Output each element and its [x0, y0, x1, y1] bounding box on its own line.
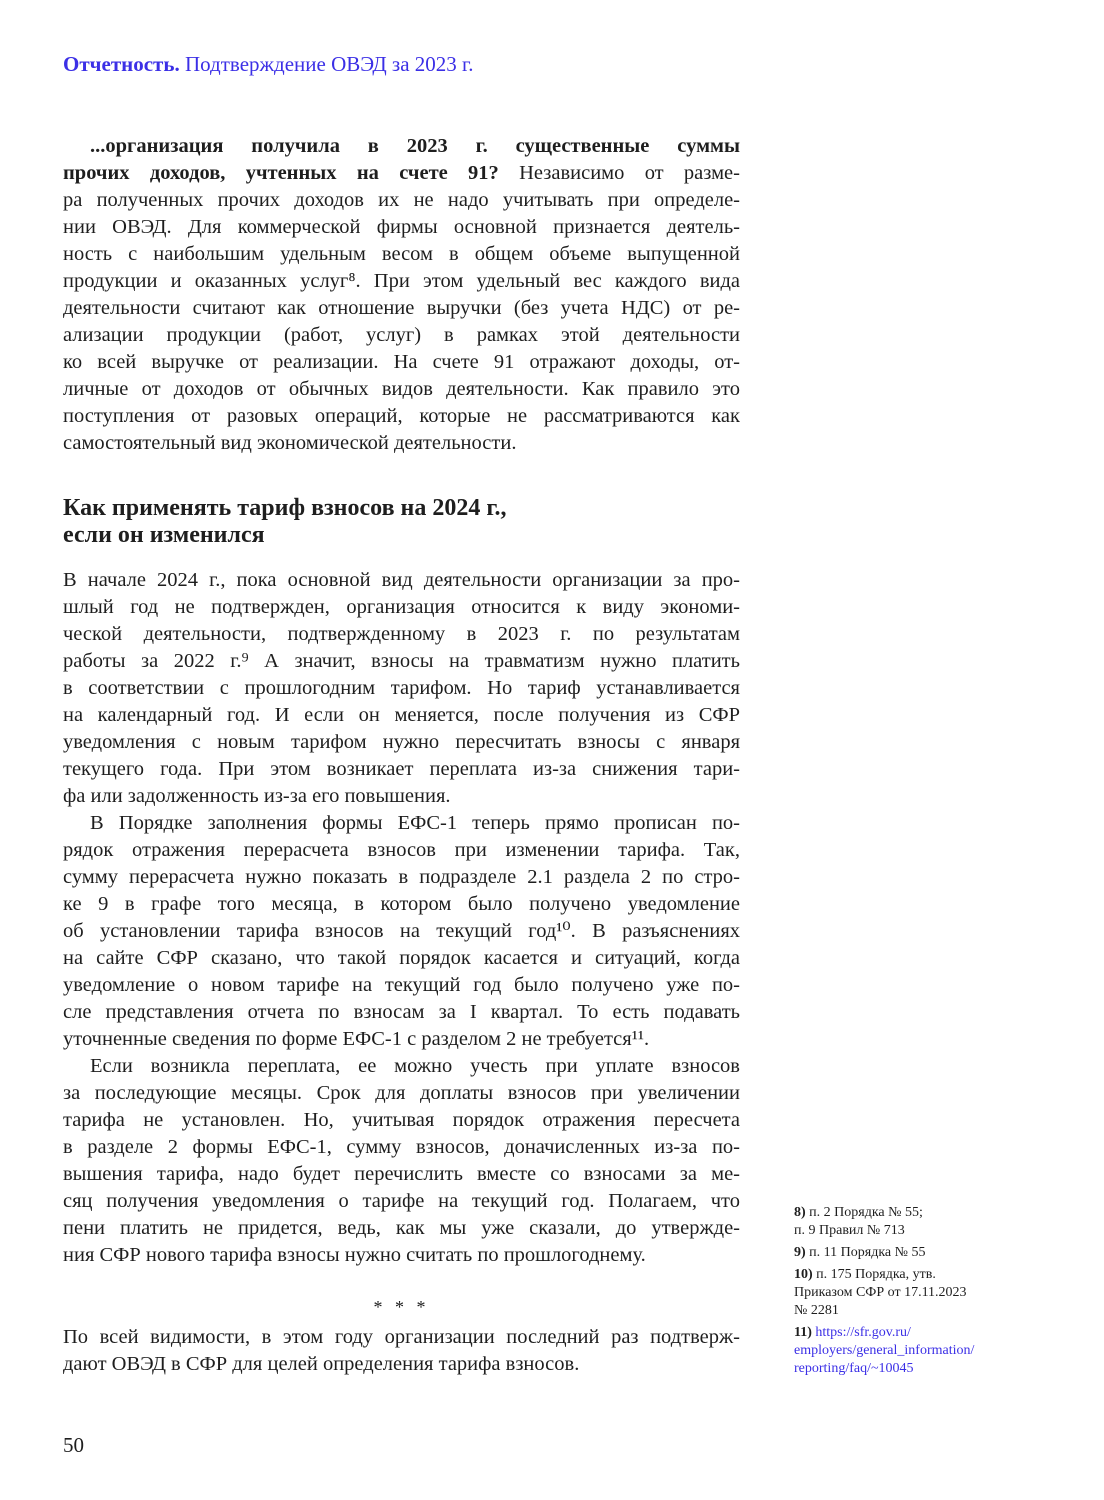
text-line: об установлении тарифа взносов на текущий год¹⁰. В разъяснениях: [63, 920, 740, 942]
body-text: [63, 567, 740, 1269]
text-run: Независимо от разме-: [498, 162, 740, 184]
text-line: в соответствии с прошлогодним тарифом. Но тариф устанавливается: [63, 677, 740, 699]
section-heading-line: если он изменился: [63, 522, 265, 548]
text-line: [63, 133, 740, 160]
footnote-line: п. 11 Порядка № 55: [809, 1245, 926, 1260]
footnote-line: Приказом СФР от 17.11.2023: [794, 1285, 967, 1300]
footnote: [794, 1204, 1034, 1240]
bold-lead: ...организация получила в 2023 г. существенные суммы: [90, 135, 740, 157]
text-line: тарифа не установлен. Но, учитывая порядок отражения пересчета: [63, 1109, 740, 1131]
text-line: В начале 2024 г., пока основной вид деятельности организации за про-: [63, 569, 740, 591]
text-line: работы за 2022 г.⁹ А значит, взносы на травматизм нужно платить: [63, 650, 740, 672]
footnote: [794, 1266, 1034, 1320]
bold-lead: прочих доходов, учтенных на счете 91?: [63, 162, 499, 184]
text-line: дают ОВЭД в СФР для целей определения тарифа взносов.: [63, 1353, 580, 1375]
separator: * * *: [373, 1297, 430, 1317]
paragraph: [63, 1053, 740, 1269]
footnote-line: employers/general_information/: [794, 1343, 975, 1358]
text-line: ческой деятельности, подтвержденному в 2023 г. по результатам: [63, 623, 740, 645]
footnote-number: 8): [794, 1205, 806, 1220]
text-line: пени платить не придется, ведь, как мы уже сказали, до утвержде-: [63, 1217, 740, 1239]
text-line: [63, 160, 740, 187]
text-line: ко всей выручке от реализации. На счете 91 отражают доходы, от-: [63, 351, 740, 373]
footnote-link[interactable]: [794, 1325, 974, 1376]
text-line: личные от доходов от обычных видов деятельности. Как правило это: [63, 378, 740, 400]
footnote-text: [794, 1267, 967, 1318]
text-line: вышения тарифа, надо будет перечислить вместе со взносами за ме-: [63, 1163, 740, 1185]
text-line: В Порядке заполнения формы ЕФС-1 теперь прямо прописан по-: [90, 812, 740, 834]
text-line: уведомления с новым тарифом нужно пересчитать взносы с января: [63, 731, 740, 753]
text-line: ра полученных прочих доходов их не надо учитывать при определе-: [63, 189, 740, 211]
text-line: сумму перерасчета нужно показать в подразделе 2.1 раздела 2 по стро-: [63, 866, 740, 888]
closing-paragraph: [63, 1324, 740, 1378]
text-line: ность с наибольшим удельным весом в общем объеме выпущенной: [63, 243, 740, 265]
footnote-line: п. 9 Правил № 713: [794, 1223, 905, 1238]
text-line: нии ОВЭД. Для коммерческой фирмы основной признается деятель-: [63, 216, 740, 238]
text-line: уведомление о новом тарифе на текущий год было получено уже по-: [63, 974, 740, 996]
footnote-number: 10): [794, 1267, 813, 1282]
text-line: за последующие месяцы. Срок для доплаты взносов при увеличении: [63, 1082, 740, 1104]
footnote-line: reporting/faq/~10045: [794, 1361, 914, 1376]
text-line: поступления от разовых операций, которые не рассматриваются как: [63, 405, 740, 427]
text-line: текущего года. При этом возникает переплата из-за снижения тари-: [63, 758, 740, 780]
footnotes: [794, 1204, 1034, 1382]
page-number: 50: [63, 1433, 84, 1457]
text-line: Если возникла переплата, ее можно учесть при уплате взносов: [90, 1055, 740, 1077]
text-line: По всей видимости, в этом году организации последний раз подтверж-: [63, 1326, 740, 1348]
section-heading-line: Как применять тариф взносов на 2024 г.,: [63, 495, 507, 521]
paragraph: [63, 810, 740, 1053]
text-line: сяц получения уведомления о тарифе на текущий год. Полагаем, что: [63, 1190, 740, 1212]
footnote-text: [809, 1245, 925, 1260]
footnote: [794, 1324, 1034, 1378]
text-line: ализации продукции (работ, услуг) в рамках этой деятельности: [63, 324, 740, 346]
paragraph: [63, 567, 740, 810]
section-heading: [63, 495, 507, 549]
footnote: [794, 1244, 1034, 1262]
text-line: шлый год не подтвержден, организация относится к виду экономи-: [63, 596, 740, 618]
text-line: рядок отражения перерасчета взносов при изменении тарифа. Так,: [63, 839, 740, 861]
text-line: фа или задолженность из-за его повышения.: [63, 785, 451, 807]
intro-paragraph: [63, 133, 740, 457]
text-line: ния СФР нового тарифа взносы нужно считать по прошлогоднему.: [63, 1244, 646, 1266]
text-line: деятельности считают как отношение выручки (без учета НДС) от ре-: [63, 297, 740, 319]
running-header: [63, 52, 474, 77]
running-header-title: Подтверждение ОВЭД за 2023 г.: [184, 52, 474, 76]
text-line: ке 9 в графе того месяца, в котором было получено уведомление: [63, 893, 740, 915]
footnote-line: № 2281: [794, 1303, 839, 1318]
text-line: продукции и оказанных услуг⁸. При этом удельный вес каждого вида: [63, 270, 740, 292]
running-header-section: Отчетность.: [63, 52, 180, 76]
text-line: на сайте СФР сказано, что такой порядок касается и ситуаций, когда: [63, 947, 740, 969]
footnote-number: 9): [794, 1245, 806, 1260]
footnote-line: https://sfr.gov.ru/: [815, 1325, 911, 1340]
text-line: сле представления отчета по взносам за I квартал. То есть подавать: [63, 1001, 740, 1023]
footnote-number: 11): [794, 1325, 812, 1340]
text-line: уточненные сведения по форме ЕФС-1 с разделом 2 не требуется¹¹.: [63, 1028, 650, 1050]
text-line: в разделе 2 формы ЕФС-1, сумму взносов, доначисленных из-за по-: [63, 1136, 740, 1158]
footnote-line: п. 175 Порядка, утв.: [816, 1267, 936, 1282]
footnote-line: п. 2 Порядка № 55;: [809, 1205, 923, 1220]
text-line: самостоятельный вид экономической деятельности.: [63, 432, 517, 454]
text-line: на календарный год. И если он меняется, после получения из СФР: [63, 704, 740, 726]
footnote-text: [794, 1205, 923, 1238]
